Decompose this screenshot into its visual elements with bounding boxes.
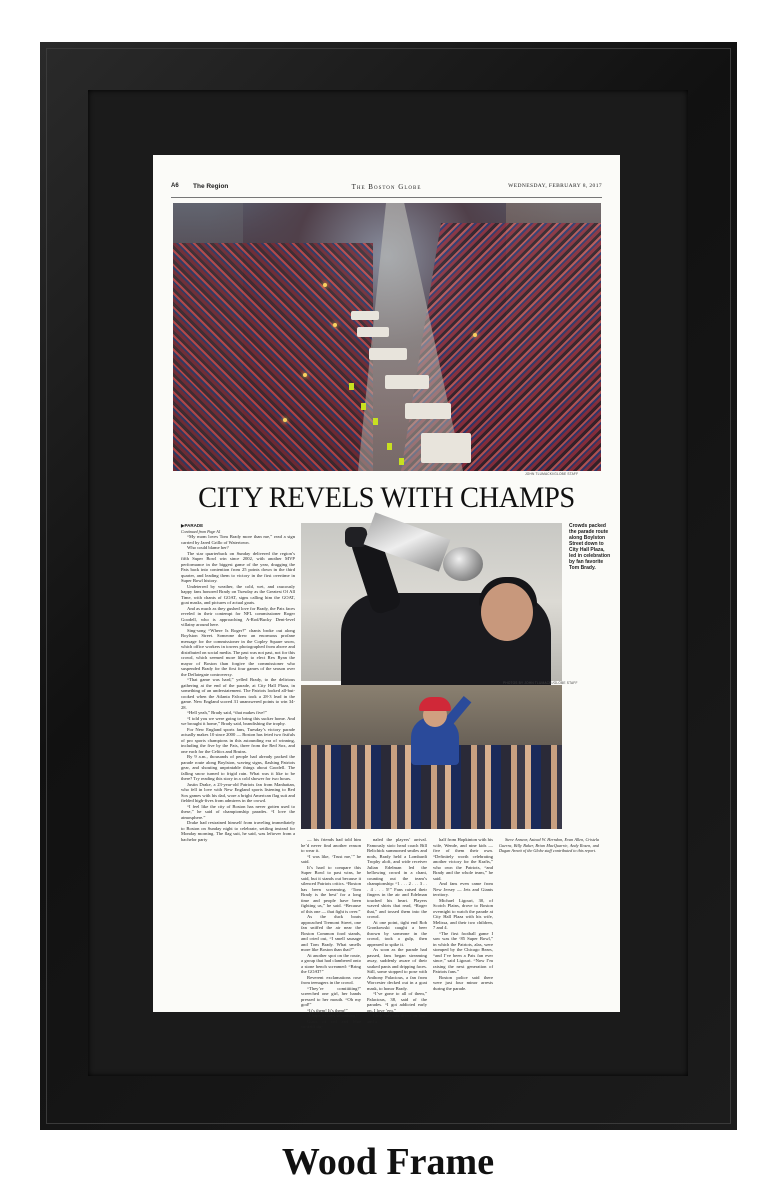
paragraph: “I hope he says something!”	[307, 1013, 360, 1018]
newspaper-page	[153, 155, 620, 1029]
main-photo-credit: JOHN TLUMACKI/GLOBE STAFF	[525, 472, 579, 476]
paragraph: Chip Salyards drove an hour and a	[367, 1013, 427, 1024]
paragraph: “I told you we were going to bring this sucker home. And we brought it home,” Brady said, brandishing the trophy.	[181, 715, 295, 726]
article-column-3	[367, 837, 427, 1024]
header-rule	[171, 197, 602, 198]
masthead: The Boston Globe	[351, 183, 422, 191]
paragraph: Sing-song “Where Is Roger?” chants broke out along Boylston Street. Someone drew an enormous profane message for the commissioner in the Copley Square snow, which office workers in towers photographed from above and distributed on social media. The past was not past, not for this crowd, which seemed more likely to elect Rex Ryan the mayor of Boston than forgive the commissioner who suspended Brady for the first four games of the season over the Deflategate controversy.	[181, 627, 295, 677]
product-label: Wood Frame	[281, 1141, 495, 1183]
paragraph: “I was like, ‘Trust me,’” he said.	[301, 853, 361, 864]
brady-trophy-photo	[301, 523, 562, 681]
contributors-line: Steve Annear, Astead W. Herndon, Evan Allen, Cristela Guerra, Billy Baker, Brian MacQuarrie, Andy Rosen, and Dugan Arnett of the Globe staff contributed to this report.	[499, 837, 599, 853]
paragraph: Boston police said there were just four minor arrests during the parade.	[433, 974, 493, 991]
paragraph: “Hell yeah,” Brady said, “that makes five!”	[187, 710, 267, 715]
paragraph: Reverent exclamations rose from teenagers in the crowd.	[301, 974, 361, 985]
paragraph: “My mom loves Tom Brady more than me,” read a sign carried by Jared Grillo of Watertown.	[181, 534, 295, 545]
paragraph: At another spot on the route, a group that had clambered onto a stone bench screamed: “Bring the GOAT!”	[301, 952, 361, 974]
paragraph: Drake had restrained himself from traveling immediately to Boston on Sunday night to celebrate, settling instead for Monday morning. The flag suit, he said, was leftover from a bachelor party	[181, 820, 295, 842]
kicker: ▶PARADE	[181, 523, 204, 528]
paragraph: “They’re comiiiiiing!” screeched one girl, her hands pressed to her mouth. “Oh my god!”	[301, 985, 361, 1007]
photo-caption: Crowds packed the parade route along Boylston Street down to City Hall Plaza, led in celebration by fan favorite Tom Brady.	[569, 523, 611, 571]
paragraph: naled the players’ arrival. Famously stoic head coach Bill Belichick summoned smiles and nods, Brady held a Lombardi Trophy aloft, and wide receiver Julian Edelman led the bellowing crowd in a chant, counting out the team’s championship: “1 . . . 2 . . . 3 . . . 4 . . . 5!” Fans raised their fingers in the air and Edelman touched his heart. Players waved shirts that read, “Roger that,” and tossed them into the crowd.	[367, 837, 427, 919]
paragraph: The star quarterback on Sunday delivered the region’s fifth Super Bowl win since 2002, with another MVP performance in the biggest game of the year, dragging the Pats back into contention from 25 points down in the third quarter, and leading them to victory in the first overtime in Super Bowl history.	[181, 550, 295, 583]
fans-photo	[301, 685, 562, 829]
paragraph: Justin Drake, a 23-year-old Patriots fan from Manhattan, who fell in love with New England sports listening to Red Sox games with his dad, wore a bright American flag suit and fielded high-fives from admirers in the crowd.	[181, 781, 295, 803]
paragraph: Michael Ligouri, 30, of Scotch Plains, drove to Boston overnight to watch the parade at City Hall Plaza with his wife, Melissa, and their two children, 7 and 4.	[433, 897, 493, 930]
paragraph: It’s hard to compare this Super Bowl to past wins, he said, but it stands out because it silenced Patriots critics. “Boston has been screaming, ‘Tom Brady is the best’ for a long time and people have been fighting us,” he said. “Because of this one — that fight is over.”	[301, 864, 361, 914]
paragraph: Who could blame her?	[187, 545, 229, 550]
article-column-2	[301, 837, 361, 1029]
article-column-4	[433, 837, 493, 991]
brady-photo-credit: PHOTOS BY JOHN TLUMACKI/GLOBE STAFF	[503, 681, 578, 685]
headline: CITY REVELS WITH CHAMPS	[198, 481, 575, 514]
paragraph: “I’ve gone to all of them,” Palacious, 38, said of the parades. “I got addicted early on, I love ’em.”	[367, 991, 427, 1013]
paragraph: “I feel like the city of Boston has never gotten used to these,” he said of championship parades. “I love the atmosphere.”	[181, 803, 295, 820]
paragraph: As the duck boats approached Tremont Street, one fan sniffed the air near the Boston Common food stands, and cried out, “I smell sausage and Tom Brady. What smells more like Boston than that?”	[301, 914, 361, 952]
paragraph: Undeterred by weather, the cold, wet, and raucously happy fans honored Brady on Tuesday as the Greatest Of All Time, with chants of GOAT, signs calling him the GOAT, goat masks, and pictures of actual goats.	[181, 583, 295, 605]
article-column-1	[181, 523, 295, 927]
paragraph: For New England sports fans, Tuesday’s victory parade actually makes 10 since 2000 — Boston has feted two fistfuls of pro sports champions in this astounding era of winning, including the five by the Pats, three from the Red Sox, and one each for the Celtics and Bruins.	[181, 726, 295, 754]
article-column-5	[499, 837, 599, 987]
paragraph: “It’s them! It’s them!”	[307, 1007, 348, 1013]
paragraph: As soon as the parade had passed, fans began streaming away, suddenly aware of their soaked pants and dripping faces. Still, some stopped to pose with Anthony Palacious, a fan from Worcester decked out in a goat mask, to honor Brady.	[367, 947, 427, 991]
page-header	[171, 183, 602, 195]
paragraph: “That game was hard,” yelled Brady, to the delirious gathering at the end of the parade, at City Hall Plaza, in something of an understatement. The Patriots looked all-but-cooked when the Atlanta Falcons took a 28-3 lead in the game. New England scored 31 unanswered points to win 34-28.	[181, 677, 295, 710]
paragraph: Gusts of red and blue confetti sig-	[301, 1018, 361, 1029]
issue-date: WEDNESDAY, FEBRUARY 8, 2017	[508, 183, 602, 189]
paragraph: half from Hopkinton with his wife, Wende, and nine kids — five of them their own. “Definitely worth celebrating another victory for the Krafts,” who own the Patriots, “and Brady and the whole team,” he said.	[433, 837, 493, 881]
paragraph: By 9 a.m., thousands of people had already packed the parade route along Boylston, waving signs, flashing Patriots gear, and shouting unprintable things about Goodell. The falling snow turned to frigid rain. What was it like to be there? Try reading this story in a cold shower for two hours.	[181, 754, 295, 781]
page-number: A6	[171, 183, 179, 189]
paragraph: And as much as they gushed love for Brady, the Pats faces reveled in their contempt for NFL commissioner Roger Goodell, who is approaching A-Rod/Bucky Dent-level villainy around here.	[181, 605, 295, 627]
paragraph: And fans even came from New Jersey — Jets and Giants territory.	[433, 881, 493, 897]
paragraph: — his friends had told him he’d never find another reason to wear it.	[301, 837, 361, 853]
parade-photo	[173, 203, 601, 471]
paragraph: At one point, tight end Rob Gronkowski caught a beer thrown by someone in the crowd, took a gulp, then appeared to spike it.	[367, 919, 427, 947]
paragraph: “The first football game I saw was the ‘85 Super Bowl,” in which the Patriots, alas, were stomped by the Chicago Bears, “and I’ve been a Pats fan ever since,” said Ligouri. “Now I’m raising the next generation of Patriots fans.”	[433, 930, 493, 974]
continued-line: Continued from Page A1	[181, 528, 221, 534]
section-name: The Region	[193, 183, 229, 190]
